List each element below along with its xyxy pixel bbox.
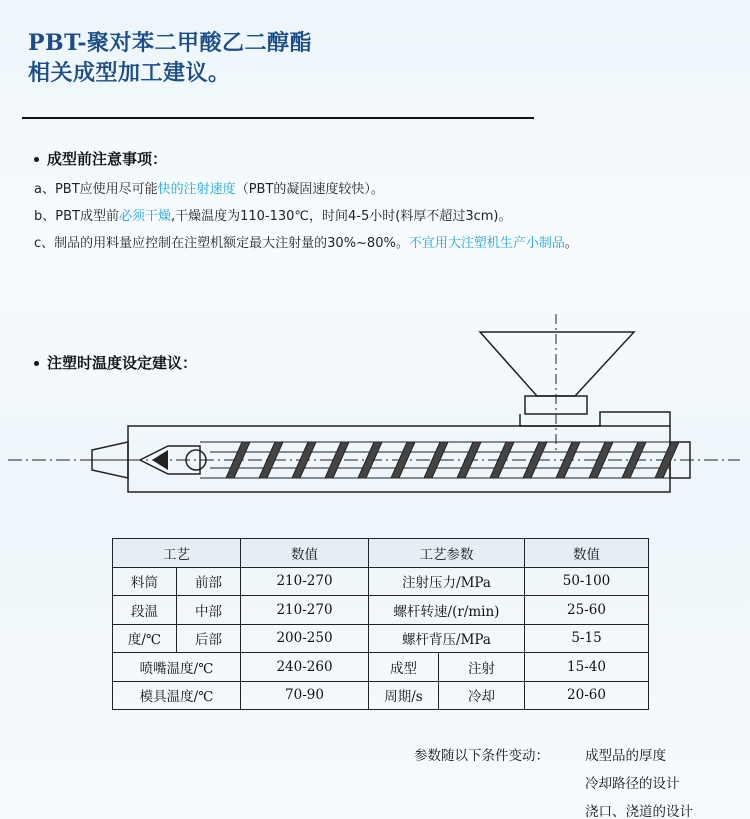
- nozzle-label: 喷嘴温度/℃: [113, 653, 241, 682]
- param-label: 螺杆背压/MPa: [369, 624, 525, 653]
- footnote-item: 冷却路径的设计: [585, 776, 680, 792]
- zone-value: 210-270: [241, 567, 369, 596]
- zone-name: 后部: [177, 624, 241, 653]
- title-line-2: 相关成型加工建议。: [28, 60, 231, 86]
- cycle-label-2: 周期/s: [369, 681, 439, 710]
- note-c-highlight: 不宜用大注塑机生产小制品: [408, 236, 565, 251]
- injection-barrel-diagram: [0, 300, 750, 530]
- mold-value: 70-90: [241, 681, 369, 710]
- header-value: 数值: [241, 539, 369, 568]
- note-a-text: a、PBT应使用尽可能: [34, 182, 158, 197]
- note-b: [34, 205, 511, 224]
- page-title: [28, 28, 312, 88]
- zone-name: 中部: [177, 596, 241, 625]
- nozzle-value: 240-260: [241, 653, 369, 682]
- mold-label: 模具温度/℃: [113, 681, 241, 710]
- process-parameter-table: [112, 538, 649, 710]
- barrel-label-3: 度/℃: [113, 624, 177, 653]
- note-a: [34, 178, 384, 197]
- barrel-label-2: 段温: [113, 596, 177, 625]
- note-b-highlight: 必须干燥: [118, 209, 171, 224]
- footnote-lead: 参数随以下条件变动：: [414, 748, 549, 764]
- note-b-text: b、PBT成型前: [34, 209, 119, 224]
- header-process-parameter: 工艺参数: [369, 539, 525, 568]
- note-c: [34, 232, 578, 251]
- table-row: [113, 596, 649, 625]
- screw-flight: [292, 442, 316, 478]
- note-a-highlight: 快的注射速度: [157, 182, 236, 197]
- title-divider: [22, 117, 534, 119]
- footnote-item: 成型品的厚度: [585, 748, 666, 764]
- cycle-label-1: 成型: [369, 653, 439, 682]
- note-c-text: c、制品的用料量应控制在注塑机额定最大注射量的30%~80%。: [34, 236, 409, 251]
- note-a-tail: （PBT的凝固速度较快）。: [235, 182, 384, 197]
- zone-value: 200-250: [241, 624, 369, 653]
- section-heading-text: 成型前注意事项：: [47, 150, 168, 168]
- cycle-value: 20-60: [525, 681, 649, 710]
- cycle-phase: 注射: [439, 653, 525, 682]
- table-row: [113, 624, 649, 653]
- note-c-tail: 。: [564, 236, 578, 251]
- table-row: [113, 653, 649, 682]
- note-b-tail: ,干燥温度为110-130℃，时间4-5小时(料厚不超过3cm)。: [170, 209, 512, 224]
- section-heading-pre-molding: [34, 148, 167, 169]
- param-label: 注射压力/MPa: [369, 567, 525, 596]
- hopper: [480, 332, 634, 396]
- param-value: 25-60: [525, 596, 649, 625]
- screw-flight: [556, 442, 580, 478]
- table-row: [113, 681, 649, 710]
- param-value: 5-15: [525, 624, 649, 653]
- bullet-icon: [34, 157, 39, 162]
- header-value-2: 数值: [525, 539, 649, 568]
- param-label: 螺杆转速/(r/min): [369, 596, 525, 625]
- barrel-label-1: 料筒: [113, 567, 177, 596]
- zone-name: 前部: [177, 567, 241, 596]
- table-row: [113, 567, 649, 596]
- param-value: 50-100: [525, 567, 649, 596]
- title-line-1: PBT-聚对苯二甲酸乙二醇酯: [28, 30, 312, 56]
- footnote-item: 浇口、浇道的设计: [585, 804, 693, 819]
- zone-value: 210-270: [241, 596, 369, 625]
- cycle-phase: 冷却: [439, 681, 525, 710]
- cycle-value: 15-40: [525, 653, 649, 682]
- section-heading-text: 注塑时温度设定建议：: [47, 354, 198, 372]
- header-process: 工艺: [113, 539, 241, 568]
- table-header-row: [113, 539, 649, 568]
